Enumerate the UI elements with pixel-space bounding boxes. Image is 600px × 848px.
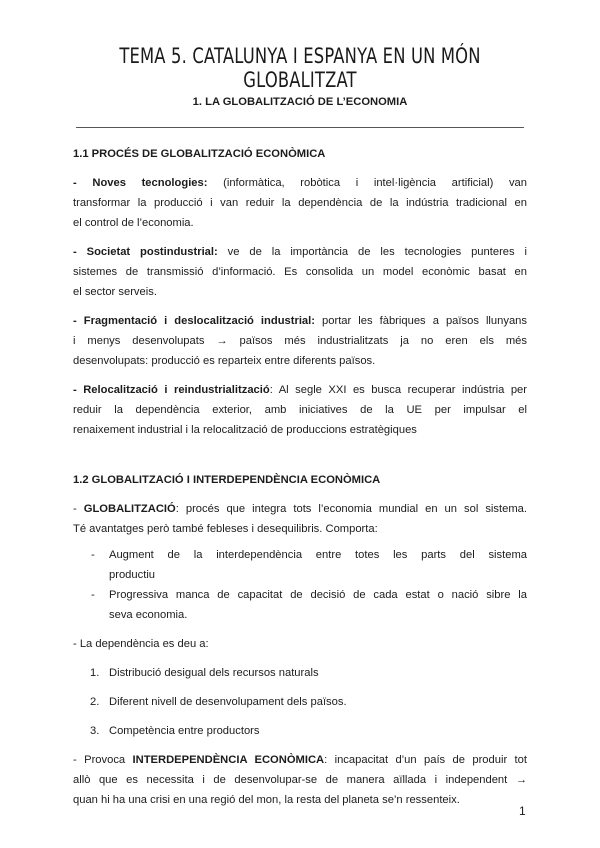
list-item: 2. Diferent nivell de desenvolupament dels països. [90,696,347,708]
list-item: - Augment de la interdependència entre totes les parts del sistema productiu [91,549,527,581]
document-title: TEMA 5. CATALUNYA I ESPANYA EN UN MÓN GLOBALITZAT [119,44,481,92]
paragraph-interdependencia: - Provoca INTERDEPENDÈNCIA ECONÒMICA: incapacitat d’un país de produir tot allò que es necessita i de desenvolupar-se de manera aïllada i independent → quan hi ha una crisi en una regió del mon, la resta del planeta se’n ressenteix. [73,754,527,806]
subsection-heading-1-2: 1.2 GLOBALITZACIÓ I INTERDEPENDÈNCIA ECONÒMICA [73,474,381,486]
section-heading: 1. LA GLOBALITZACIÓ DE L’ECONOMIA [192,96,408,108]
term: GLOBALITZACIÓ [83,503,176,515]
paragraph-relocalitzacio: - Relocalització i reindustrialització: Al segle XXI es busca recuperar indústria per reduir la dependència exterior, amb iniciatives de la UE per impulsar el renaixement industrial i la relocalització de produccions estratègiques [73,384,527,436]
list-item: - Progressiva manca de capacitat de decisió de cada estat o nació sibre la seva economia. [91,589,527,621]
list-item: 1. Distribució desigual dels recursos naturals [90,667,319,679]
term: - Fragmentació i deslocalització industrial: [73,315,315,327]
causes-list [73,663,527,741]
list-item: 3. Competència entre productors [90,725,260,737]
paragraph-noves-tecnologies: - Noves tecnologies: (informàtica, robòtica i intel·ligència artificial) van transformar la producció i van reduir la dependència de la indústria tradicional en el control de l’economia. [73,177,527,229]
paragraph-societat-postindustrial: - Societat postindustrial: ve de la importància de les tecnologies punteres i sistemes de transmissió d’informació. Es consolida un model econòmic basat en el sector serveis. [73,246,528,298]
term: - Societat postindustrial: [73,246,218,258]
term: INTERDEPENDÈNCIA ECONÒMICA [132,754,325,766]
document-body [73,144,527,810]
subsection-heading-1-1: 1.1 PROCÉS DE GLOBALITZACIÓ ECONÒMICA [73,148,326,160]
term: - Relocalització i reindustrialització [73,384,270,396]
divider [76,127,524,128]
paragraph-dependencia: - La dependència es deu a: [73,638,209,650]
paragraph-fragmentacio: - Fragmentació i deslocalització industrial: portar les fàbriques a països llunyans i menys desenvolupats → països més industrialitzats ja no eren els més desenvolupats: producció es reparteix entre diferents països. [73,315,527,367]
page-number: 1 [519,804,526,818]
term: - Noves tecnologies: [73,177,208,189]
consequences-list [73,545,527,625]
paragraph-globalitzacio: - GLOBALITZACIÓ: procés que integra tots l’economia mundial en un sol sistema. Té avantatges però també febleses i desequilibris. Comporta: [73,503,527,535]
